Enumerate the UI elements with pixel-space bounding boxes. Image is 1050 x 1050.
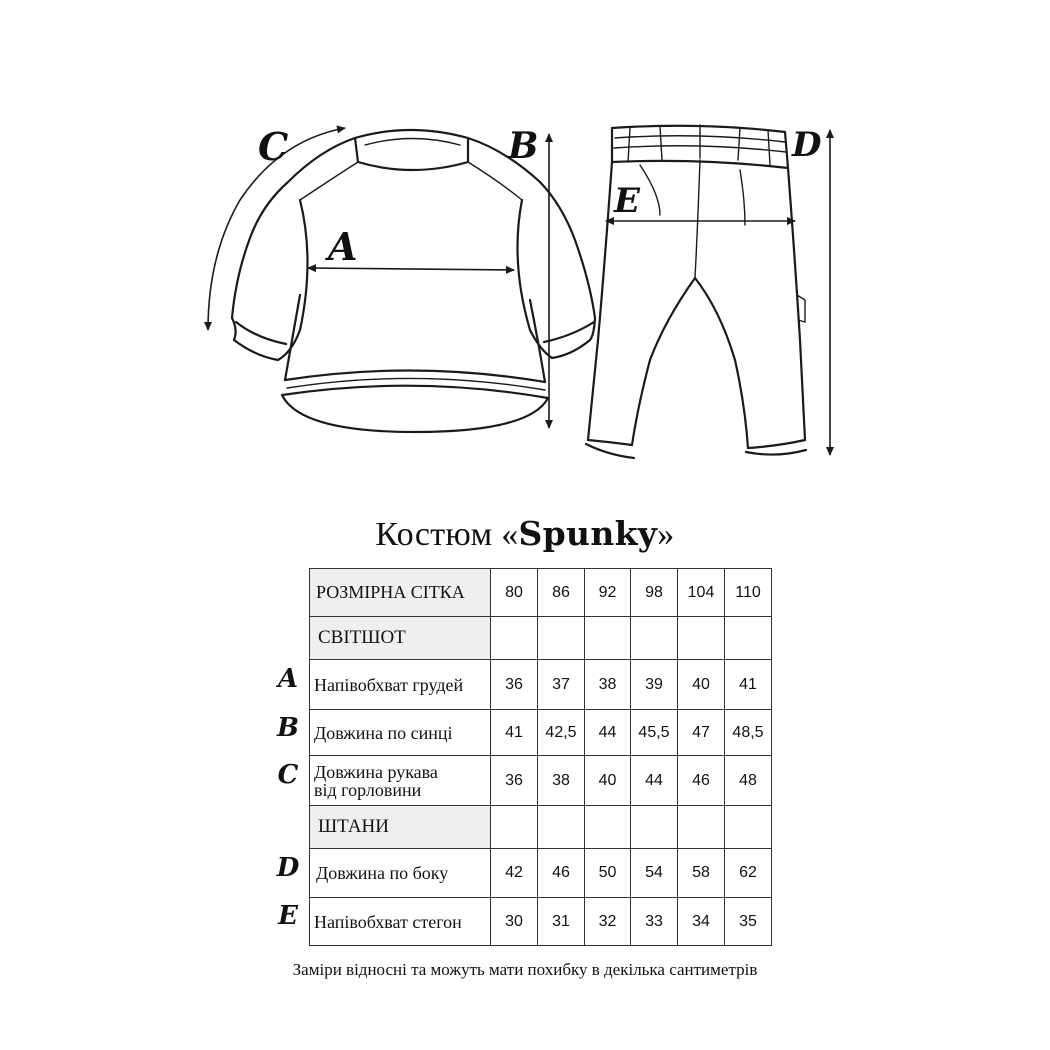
- diagram-letter-b: B: [508, 125, 539, 167]
- value-cell: 34: [678, 898, 725, 946]
- page-title: [0, 514, 1050, 554]
- value-cell: 38: [538, 756, 585, 806]
- value-cell: 46: [678, 756, 725, 806]
- value-cell: 36: [491, 756, 538, 806]
- size-cell: 92: [585, 569, 631, 617]
- value-cell: 58: [678, 849, 725, 898]
- size-cell: 104: [678, 569, 725, 617]
- row-letter-d: D: [276, 853, 300, 883]
- diagram-letter-e: E: [614, 181, 640, 221]
- value-cell: 46: [538, 849, 585, 898]
- section-label-sweatshirt: СВІТШОТ: [310, 617, 491, 660]
- value-cell: 50: [585, 849, 631, 898]
- value-cell: 44: [585, 710, 631, 756]
- title-prefix: Костюм «: [375, 516, 519, 553]
- value-cell: 32: [585, 898, 631, 946]
- diagram-letter-a: A: [328, 224, 358, 269]
- value-cell: 39: [631, 660, 678, 710]
- brand-name: Spunky: [518, 514, 658, 553]
- header-label: РОЗМІРНА СІТКА: [310, 569, 491, 617]
- table-row: [310, 660, 772, 710]
- footnote: Заміри відносні та можуть мати похибку в декілька сантиметрів: [292, 960, 758, 979]
- table-row: [310, 710, 772, 756]
- value-cell: 37: [538, 660, 585, 710]
- value-cell: 38: [585, 660, 631, 710]
- row-label-line1: Довжина рукава: [314, 761, 438, 782]
- value-cell: 62: [725, 849, 772, 898]
- row-label: Напівобхват грудей: [310, 660, 491, 710]
- pants-drawing: [586, 125, 806, 458]
- value-cell: 48: [725, 756, 772, 806]
- value-cell: 42: [491, 849, 538, 898]
- table-header-row: [310, 569, 772, 617]
- row-label: Напівобхват стегон: [310, 898, 491, 946]
- value-cell: 41: [725, 660, 772, 710]
- table-row: [310, 756, 772, 806]
- row-letter-c: C: [277, 760, 299, 790]
- row-letter-b: B: [277, 713, 299, 743]
- sweatshirt-drawing: [232, 130, 595, 432]
- value-cell: 48,5: [725, 710, 772, 756]
- value-cell: 45,5: [631, 710, 678, 756]
- section-row-sweatshirt: [310, 617, 772, 660]
- value-cell: 40: [585, 756, 631, 806]
- value-cell: 42,5: [538, 710, 585, 756]
- value-cell: 33: [631, 898, 678, 946]
- value-cell: 44: [631, 756, 678, 806]
- section-label-pants: ШТАНИ: [310, 806, 491, 849]
- value-cell: 54: [631, 849, 678, 898]
- row-label: Довжина по синці: [310, 710, 491, 756]
- size-cell: 110: [725, 569, 772, 617]
- row-letter-e: E: [278, 901, 298, 931]
- table-row: [310, 898, 772, 946]
- value-cell: 47: [678, 710, 725, 756]
- size-chart-table: [309, 568, 772, 946]
- value-cell: 30: [491, 898, 538, 946]
- row-label-line2: від горловини: [314, 779, 422, 800]
- value-cell: 31: [538, 898, 585, 946]
- value-cell: 41: [491, 710, 538, 756]
- value-cell: 36: [491, 660, 538, 710]
- title-suffix: »: [657, 516, 675, 553]
- diagram-letter-d: D: [792, 125, 822, 165]
- section-row-pants: [310, 806, 772, 849]
- row-label: [310, 756, 491, 806]
- table-row: [310, 849, 772, 898]
- value-cell: 35: [725, 898, 772, 946]
- size-cell: 98: [631, 569, 678, 617]
- row-label: Довжина по боку: [310, 849, 491, 898]
- size-cell: 80: [491, 569, 538, 617]
- diagram-letter-c: C: [258, 124, 289, 169]
- value-cell: 40: [678, 660, 725, 710]
- row-letter-a: A: [277, 664, 299, 694]
- garment-illustration: [0, 0, 1050, 500]
- size-cell: 86: [538, 569, 585, 617]
